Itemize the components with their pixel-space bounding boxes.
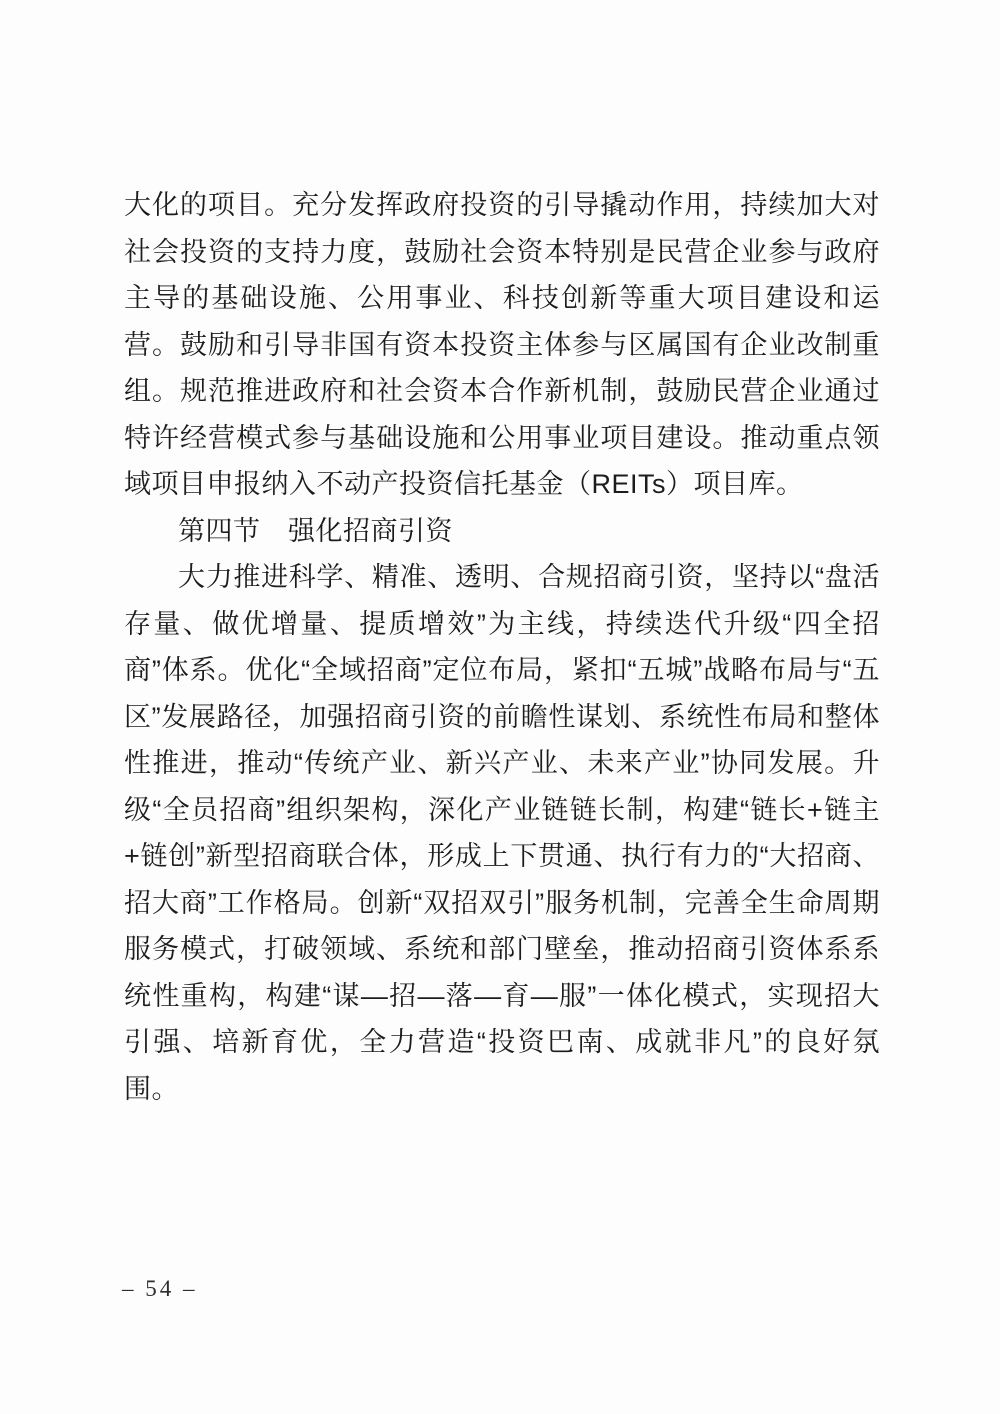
section-heading: 第四节 强化招商引资	[178, 515, 453, 546]
page-number: – 54 –	[122, 1276, 198, 1301]
paragraph-continuation: 大化的项目。充分发挥政府投资的引导撬动作用，持续加大对社会投资的支持力度，鼓励社会资本特别是民营企业参与政府主导的基础设施、公用事业、科技创新等重大项目建设和运营。鼓励和引导非国有资本投资主体参与区属国有企业改制重组。规范推进政府和社会资本合作新机制，鼓励民营企业通过特许经营模式参与基础设施和公用事业项目建设。推动重点领域项目申报纳入不动产投资信托基金（REITs）项目库。	[124, 190, 880, 499]
document-body	[124, 182, 880, 1112]
paragraph-body: 大力推进科学、精准、透明、合规招商引资，坚持以“盘活存量、做优增量、提质增效”为主线，持续迭代升级“四全招商”体系。优化“全域招商”定位布局，紧扣“五城”战略布局与“五区”发展路径，加强招商引资的前瞻性谋划、系统性布局和整体性推进，推动“传统产业、新兴产业、未来产业”协同发展。升级“全员招商”组织架构，深化产业链链长制，构建“链长+链主+链创”新型招商联合体，形成上下贯通、执行有力的“大招商、招大商”工作格局。创新“双招双引”服务机制，完善全生命周期服务模式，打破领域、系统和部门壁垒，推动招商引资体系系统性重构，构建“谋—招—落—育—服”一体化模式，实现招大引强、培新育优，全力营造“投资巴南、成就非凡”的良好氛围。	[124, 562, 880, 1104]
